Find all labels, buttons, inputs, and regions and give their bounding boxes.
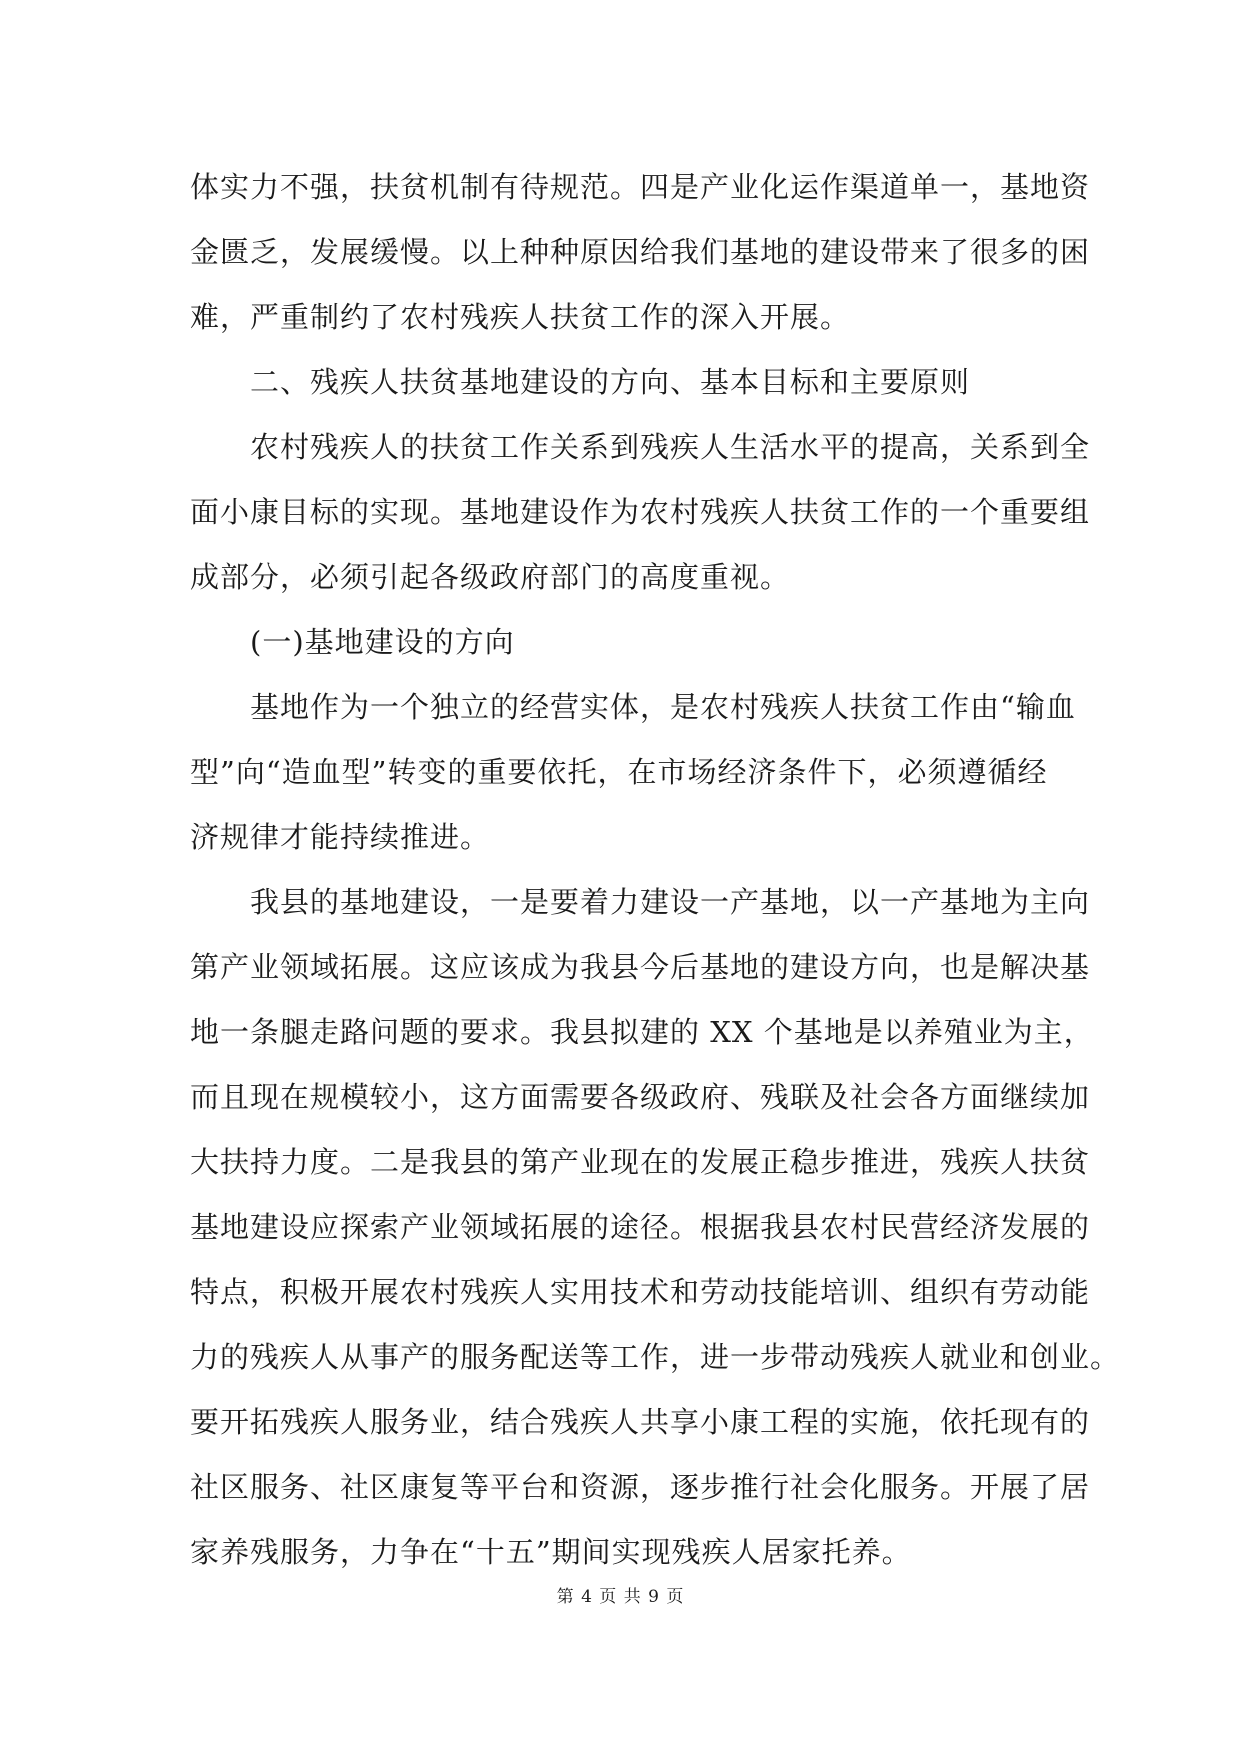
subsection-heading: (一)基地建设的方向: [250, 625, 515, 659]
section-heading: 二、残疾人扶贫基地建设的方向、基本目标和主要原则: [250, 365, 971, 399]
text-line: 基地建设应探索产业领域拓展的途径。根据我县农村民营经济发展的: [190, 1210, 1091, 1244]
text-line: 金匮乏，发展缓慢。以上种种原因给我们基地的建设带来了很多的困: [190, 235, 1091, 269]
text-line: 要开拓残疾人服务业，结合残疾人共享小康工程的实施，依托现有的: [190, 1405, 1091, 1439]
text-line: 农村残疾人的扶贫工作关系到残疾人生活水平的提高，关系到全: [250, 430, 1091, 464]
text-line: 社区服务、社区康复等平台和资源，逐步推行社会化服务。开展了居: [190, 1470, 1091, 1504]
text-line: 地一条腿走路问题的要求。我县拟建的 XX 个基地是以养殖业为主，: [190, 1015, 1094, 1049]
text-line: 力的残疾人从事产的服务配送等工作，进一步带动残疾人就业和创业。: [190, 1340, 1121, 1374]
text-line: 型”向“造血型”转变的重要依托，在市场经济条件下，必须遵循经: [190, 755, 1048, 789]
text-line: 特点，积极开展农村残疾人实用技术和劳动技能培训、组织有劳动能: [190, 1275, 1091, 1309]
text-line: 第产业领域拓展。这应该成为我县今后基地的建设方向，也是解决基: [190, 950, 1091, 984]
text-line: 基地作为一个独立的经营实体，是农村残疾人扶贫工作由“输血: [250, 690, 1076, 724]
page-footer: 第 4 页 共 9 页: [556, 1587, 685, 1607]
text-line: 面小康目标的实现。基地建设作为农村残疾人扶贫工作的一个重要组: [190, 495, 1091, 529]
text-line: 大扶持力度。二是我县的第产业现在的发展正稳步推进，残疾人扶贫: [190, 1145, 1091, 1179]
text-line: 家养残服务，力争在“十五”期间实现残疾人居家托养。: [190, 1535, 912, 1569]
text-line: 济规律才能持续推进。: [190, 820, 491, 854]
text-line: 成部分，必须引起各级政府部门的高度重视。: [190, 560, 791, 594]
text-line: 难，严重制约了农村残疾人扶贫工作的深入开展。: [190, 300, 851, 334]
text-line: 我县的基地建设，一是要着力建设一产基地，以一产基地为主向: [250, 885, 1091, 919]
text-line: 而且现在规模较小，这方面需要各级政府、残联及社会各方面继续加: [190, 1080, 1091, 1114]
text-line: 体实力不强，扶贫机制有待规范。四是产业化运作渠道单一，基地资: [190, 170, 1091, 204]
